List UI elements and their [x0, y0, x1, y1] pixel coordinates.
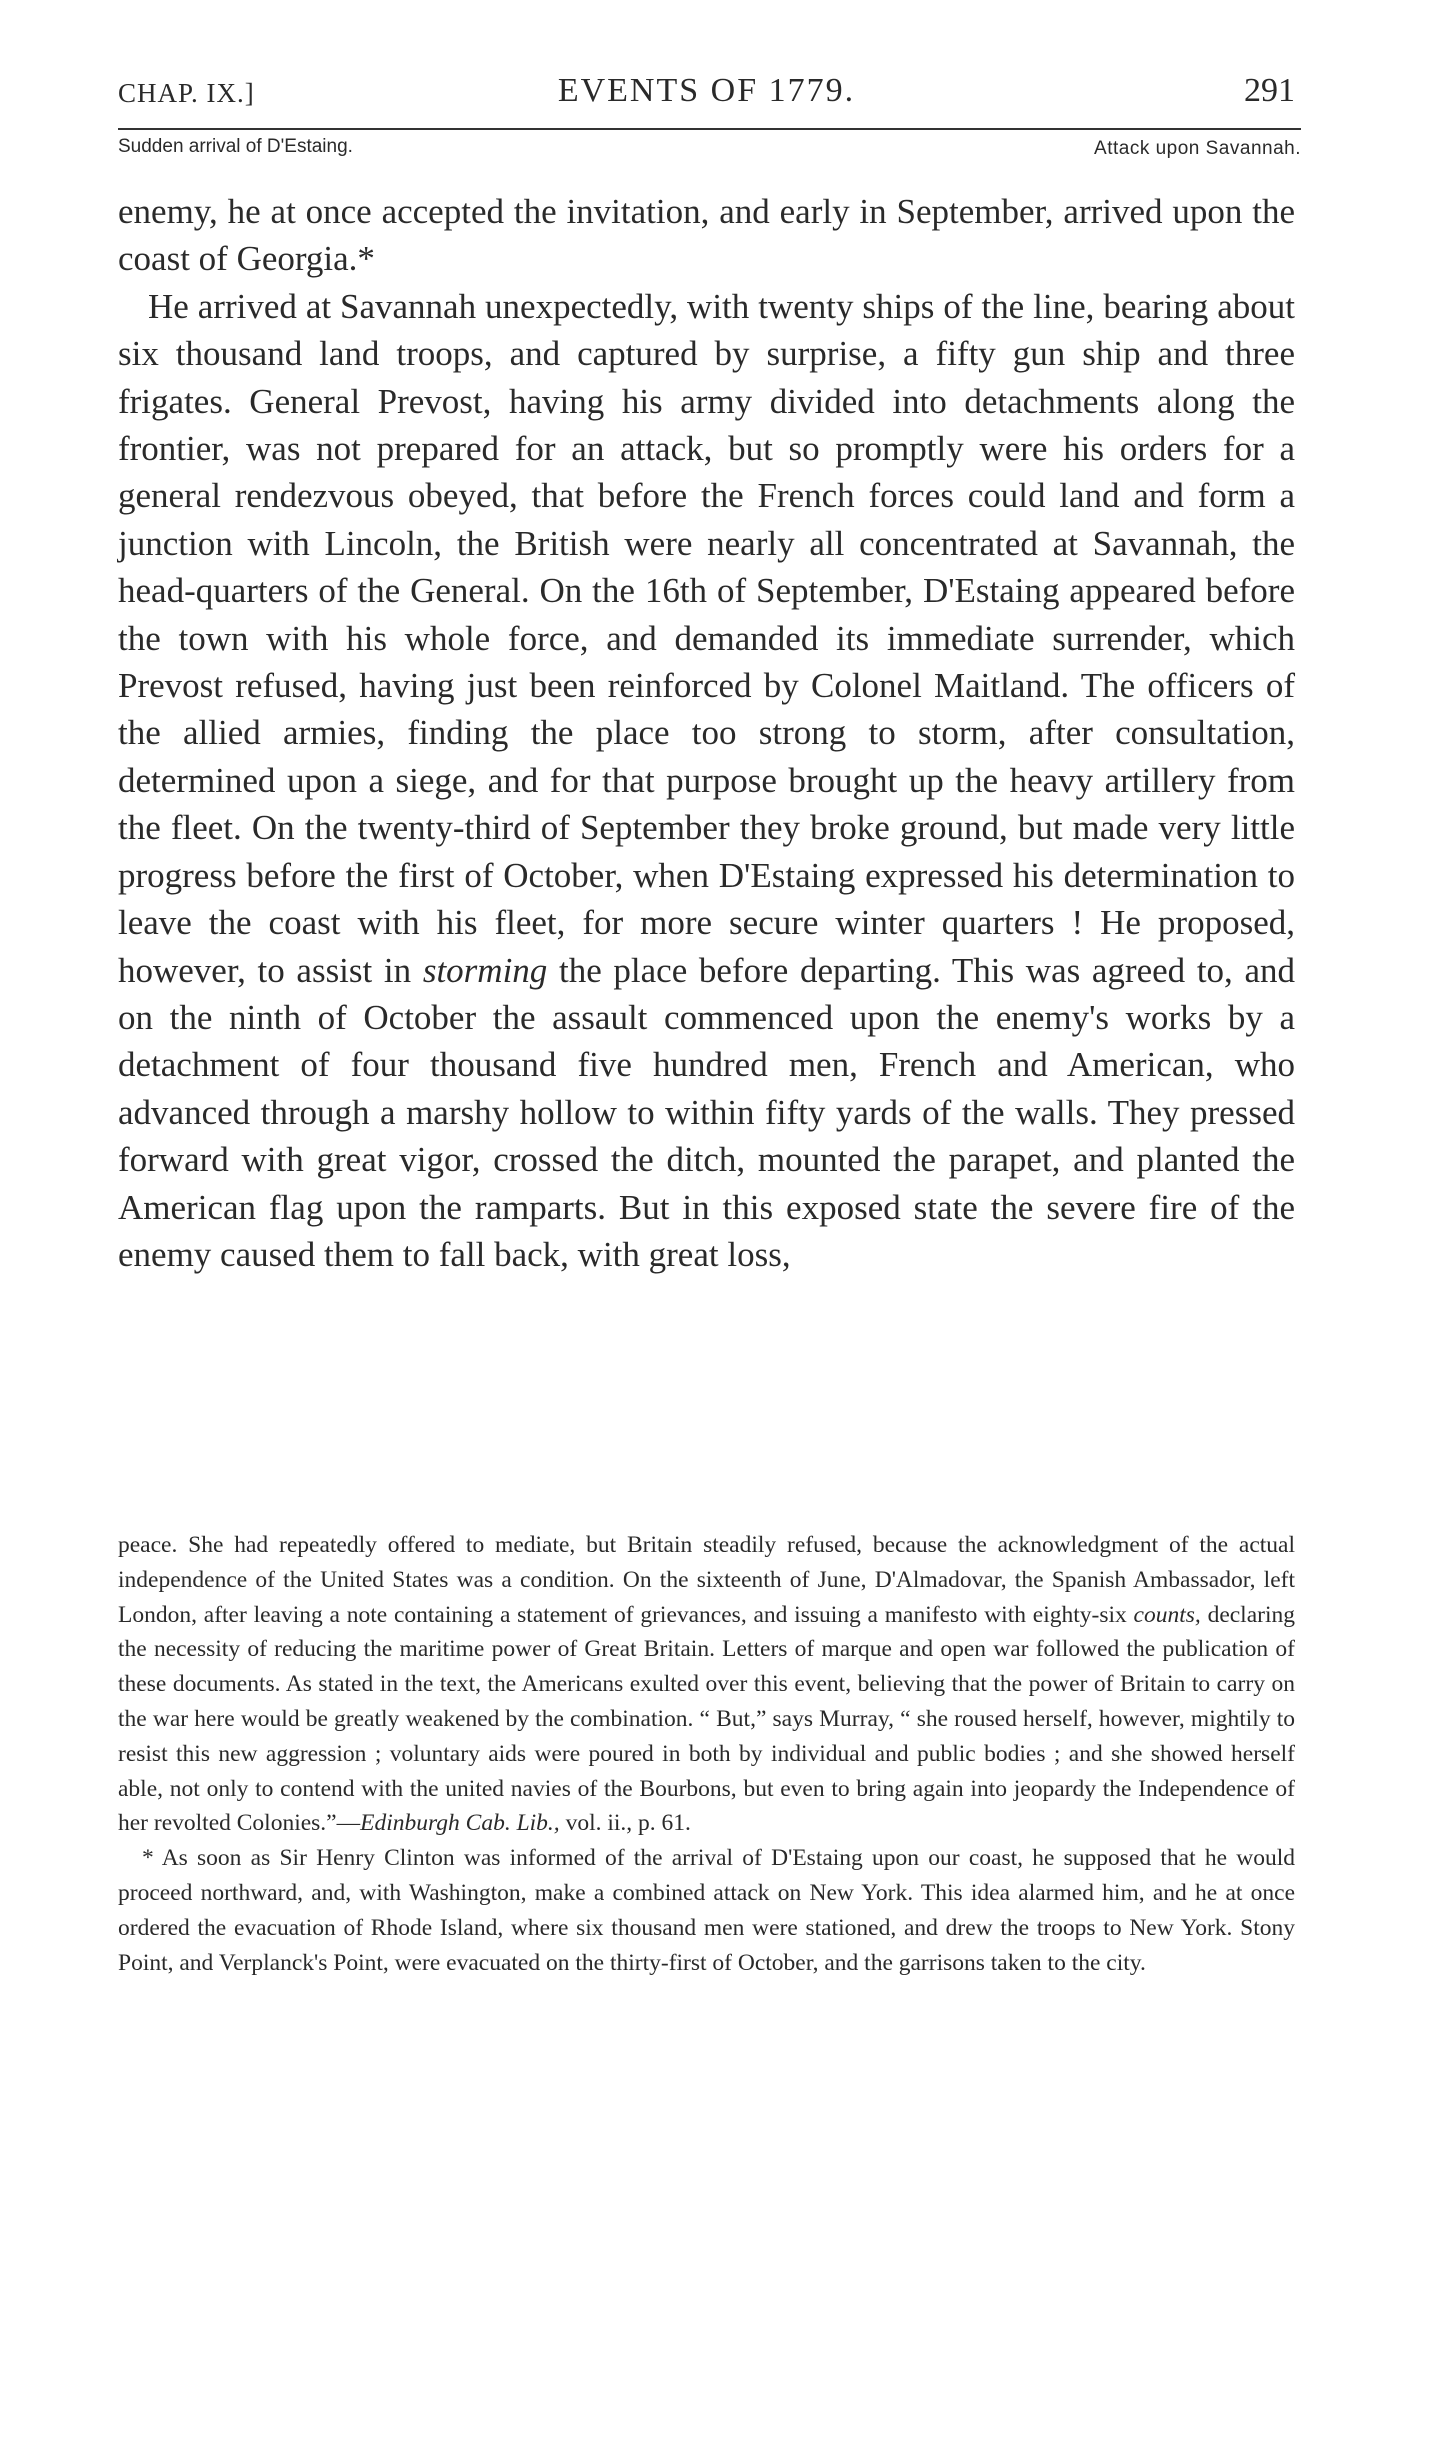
paragraph-2-emphasis: storming	[422, 950, 548, 990]
main-text	[118, 188, 1295, 1278]
footnote-continued	[118, 1528, 1295, 1841]
sidehead-left: Sudden arrival of D'Estaing.	[118, 136, 353, 157]
footnote-text-a: peace. She had repeatedly offered to mediate, but Britain steadily refused, because the acknowledgment of the actual independence of the United States was a condition. On the sixteenth of June, D'Almadovar, the Spanish Ambassador, left London, after leaving a note containing a statement of grievances, and issuing a manifesto with eighty-six	[118, 1532, 1295, 1628]
sidehead-right: Attack upon Savannah.	[1094, 138, 1301, 159]
footnote-text-c: vol. ii., p. 61.	[565, 1810, 691, 1837]
footnote-citation: Edinburgh Cab. Lib.,	[360, 1810, 560, 1837]
paragraph-2	[118, 283, 1295, 1279]
page-title: EVENTS OF 1779.	[557, 72, 856, 109]
header-rule	[118, 128, 1301, 130]
paragraph-1: enemy, he at once accepted the invitation, and early in September, arrived upon the coast of Georgia.*	[118, 192, 1295, 279]
paragraph-2-text-a: He arrived at Savannah unexpectedly, with twenty ships of the line, bearing about six thousand land troops, and captured by surprise, a fifty gun ship and three frigates. General Prevost, having his army divided into detachments along the frontier, was not prepared for an attack, but so promptly were his orders for a general rendezvous obeyed, that before the French forces could land and form a junction with Lincoln, the British were nearly all concentrated at Savannah, the head-quarters of the General. On the 16th of September, D'Estaing appeared before the town with his whole force, and demanded its immediate surrender, which Prevost refused, having just been reinforced by Colonel Maitland. The officers of the allied armies, finding the place too strong to storm, after consultation, determined upon a siege, and for that purpose brought up the heavy artillery from the fleet. On the twenty-third of September they broke ground, but made very little progress before the first of October, when D'Estaing expressed his determination to leave the coast with his fleet, for more secure winter quarters ! He proposed, however, to assist in	[118, 286, 1295, 990]
chapter-label: CHAP. IX.]	[118, 78, 255, 108]
footnotes	[118, 1528, 1295, 1980]
running-head	[118, 72, 1295, 122]
paragraph-2-text-b: the place before departing. This was agreed to, and on the ninth of October the assault commenced upon the enemy's works by a detachment of four thousand five hundred men, French and American, who advanced through a marshy hollow to within fifty yards of the walls. They pressed forward with great vigor, crossed the ditch, mounted the parapet, and planted the American flag upon the ramparts. But in this exposed state the severe fire of the enemy caused them to fall back, with great loss,	[118, 950, 1295, 1274]
page-number: 291	[1244, 72, 1295, 109]
footnote-text-b: declaring the necessity of reducing the maritime power of Great Britain. Letters of marque and open war followed the publication of these documents. As stated in the text, the Americans exulted over this event, believing that the power of Britain to carry on the war here would be greatly weakened by the combination. “ But,” says Murray, “ she roused herself, however, mightily to resist this new aggression ; voluntary aids were poured in both by individual and public bodies ; and she showed herself able, not only to contend with the united navies of the Bourbons, but even to bring again into jeopardy the Independence of her revolted Colonies.”—	[118, 1601, 1295, 1837]
sideheads	[118, 136, 1301, 166]
footnote-emphasis-counts: counts,	[1133, 1601, 1201, 1628]
footnote-star: * As soon as Sir Henry Clinton was informed of the arrival of D'Estaing upon our coast, he supposed that he would proceed northward, and, with Washington, make a combined attack on New York. This idea alarmed him, and he at once ordered the evacuation of Rhode Island, where six thousand men were stationed, and drew the troops to New York. Stony Point, and Verplanck's Point, were evacuated on the thirty-first of October, and the garrisons taken to the city.	[118, 1845, 1295, 1976]
